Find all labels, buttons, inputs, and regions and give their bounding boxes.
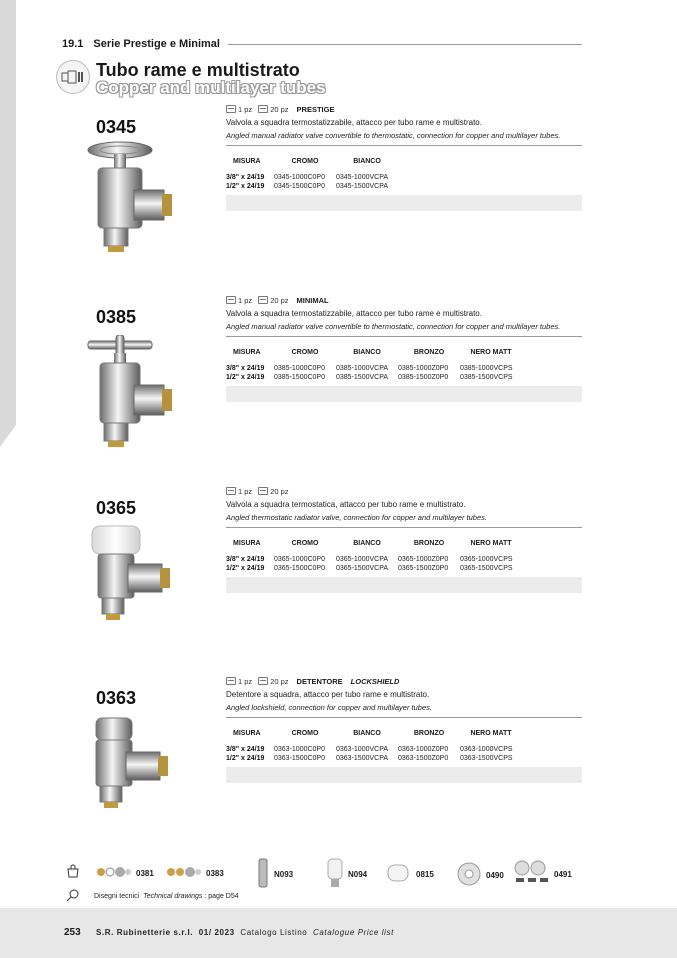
packaging: 1 pz 20 pz MINIMAL [226,295,582,305]
valve-image [78,716,186,836]
accessory-N094: N094 [326,858,367,890]
table-row: 1/2" x 24/19 0363-1500C0P0 0363-1500VCPA 0363-1500Z0P0 0363-1500VCPS [226,755,513,762]
description: Detentore a squadra, attacco per tubo rame e multistrato. [226,690,430,699]
box-icon [226,105,236,113]
description-en: Angled thermostatic radiator valve, connection for copper and multilayer tubes. [226,513,487,522]
fitting-set-icon [96,865,132,881]
box-icon [226,677,236,685]
product-info [226,676,582,783]
table-row: 1/2" x 24/19 0385-1500C0P0 0385-1500VCPA 0385-1500Z0P0 0385-1500VCPS [226,374,513,381]
product-table: MISURA CROMO BIANCO BRONZO NERO MATT 3/8" x 24/19 0363-1000C0P0 0363-1000VCPA 0363-1000Z0P0 0363-1000VCPS 1/2" x 24/19 0363-1500C0P0 0363-1500VCPA 0363-1500Z0P0 0363-1500VCPS [226,730,522,763]
table-row: 3/8" x 24/19 0363-1000C0P0 0363-1000VCPA 0363-1000Z0P0 0363-1000VCPS [226,746,513,753]
carton-icon [258,677,268,685]
description-en: Angled lockshield, connection for copper and multilayer tubes. [226,703,432,712]
carton-icon [258,105,268,113]
cap-icon [386,861,412,887]
product-code: 0365 [96,498,137,518]
accessories-row [66,858,586,892]
side-tab [0,0,16,425]
description: Valvola a squadra termostatica, attacco per tubo rame e multistrato. [226,500,466,509]
accessory-0491: 0491 [512,859,572,889]
product-table: MISURA CROMO BIANCO BRONZO NERO MATT 3/8" x 24/19 0385-1000C0P0 0385-1000VCPA 0385-1000Z0P0 0385-1000VCPS 1/2" x 24/19 0385-1500C0P0 0385-1500VCPA 0385-1500Z0P0 0385-1500VCPS [226,349,522,382]
packaging: 1 pz 20 pz [226,486,582,496]
table-row: 3/8" x 24/19 0365-1000C0P0 0365-1000VCPA 0365-1000Z0P0 0365-1000VCPS [226,556,513,563]
accessory-0815: 0815 [386,861,434,887]
rosette-kit-icon [512,859,550,889]
product-code: 0363 [96,688,137,708]
technical-drawings-ref: Disegni tecnici Technical drawings : page D54 [66,888,239,904]
carton-icon [258,296,268,304]
shopping-bag-icon [66,864,80,883]
footer [0,908,677,958]
description-en: Angled manual radiator valve convertible to thermostatic, connection for copper and multilayer tubes. [226,322,561,331]
product-table: MISURA CROMO BIANCO 3/8" x 24/19 0345-1000C0P0 0345-1000VCPA 1/2" x 24/19 0345-1500C0P0 0345-1500VCPA [226,158,398,191]
product-info [226,104,582,211]
packaging: 1 pz 20 pz DETENTORE LOCKSHIELD [226,676,582,686]
product-code: 0385 [96,307,137,327]
accessory-0383: 0383 [166,865,224,881]
table-row: 3/8" x 24/19 0385-1000C0P0 0385-1000VCPA 0385-1000Z0P0 0385-1000VCPS [226,365,513,372]
accessory-0490: 0490 [456,861,504,889]
series-label: PRESTIGE [296,104,335,114]
valve-category-icon [56,60,90,94]
product-code: 0345 [96,117,137,137]
series-label-en: LOCKSHIELD [350,676,400,686]
valve-image [78,524,186,644]
description: Valvola a squadra termostatizzabile, attacco per tubo rame e multistrato. [226,118,482,127]
description: Valvola a squadra termostatizzabile, attacco per tubo rame e multistrato. [226,309,482,318]
page-title: Tubo rame e multistrato [96,60,300,80]
rosette-icon [456,861,482,889]
description-en: Angled manual radiator valve convertible to thermostatic, connection for copper and multilayer tubes. [226,131,561,140]
product-info [226,486,582,593]
box-icon [226,487,236,495]
page-number: 253 [64,927,81,938]
series-label: DETENTORE [296,676,343,686]
box-icon [226,296,236,304]
table-row: 3/8" x 24/19 0345-1000C0P0 0345-1000VCPA [226,174,389,181]
product-info [226,295,582,402]
accessory-N093: N093 [256,858,293,890]
section-title: Serie Prestige e Minimal [93,38,220,50]
valve-image [78,335,186,455]
carton-icon [258,487,268,495]
fitting-set-icon [166,865,202,881]
footer-text: S.R. Rubinetterie s.r.l. 01/ 2023 Catalogo Listino Catalogue Price list [96,928,394,937]
series-label: MINIMAL [296,295,329,305]
accessory-0381: 0381 [96,865,154,881]
table-row: 1/2" x 24/19 0365-1500C0P0 0365-1500VCPA 0365-1500Z0P0 0365-1500VCPS [226,565,513,572]
magnifier-icon [66,888,80,904]
header-rule [228,44,582,45]
page-title-en: Copper and multilayer tubes [96,78,326,97]
packaging: 1 pz 20 pz PRESTIGE [226,104,582,114]
section-number: 19.1 [62,38,84,50]
extension-icon [256,858,270,890]
section-header [62,38,582,50]
thermostatic-head-icon [326,858,344,890]
valve-image [78,140,186,260]
product-table: MISURA CROMO BIANCO BRONZO NERO MATT 3/8" x 24/19 0365-1000C0P0 0365-1000VCPA 0365-1000Z0P0 0365-1000VCPS 1/2" x 24/19 0365-1500C0P0 0365-1500VCPA 0365-1500Z0P0 0365-1500VCPS [226,540,522,573]
table-row: 1/2" x 24/19 0345-1500C0P0 0345-1500VCPA [226,183,389,190]
